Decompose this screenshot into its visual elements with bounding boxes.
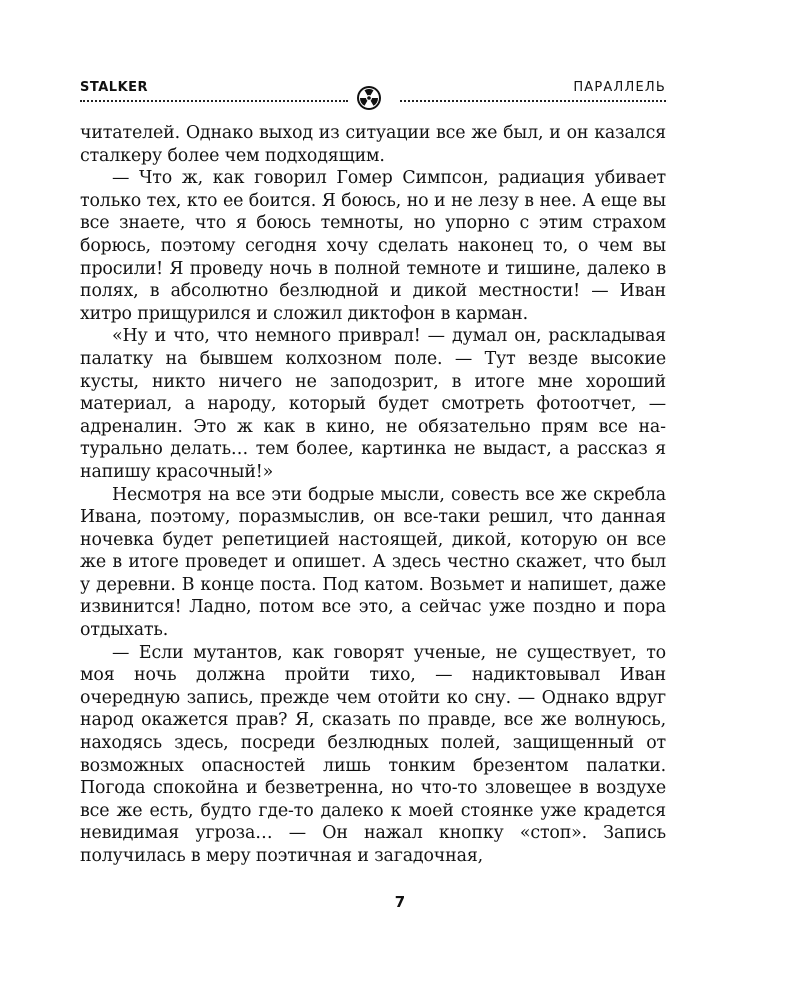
radiation-icon (356, 85, 382, 111)
page-number: 7 (394, 893, 406, 911)
series-title: STALKER (80, 80, 149, 95)
paragraph: читателей. Однако выход из ситуации все же был, и он казался сталкеру более чем подходящим. (80, 123, 666, 166)
paragraph: Несмотря на все эти бодрые мысли, совесть все же скребла Ивана, поэтому, поразмыслив, он все-таки решил, что данная ночевка будет репетицией настоящей, дикой, которую он все же в итоге проведет и опишет. А здесь честно скажет, что был у деревни. В конце поста. Под катом. Возьмет и напишет, даже извинится! Ладно, потом все это, а сейчас уже поздно и пора отдыхать. (80, 484, 666, 641)
book-title: ПАРАЛЛЕЛЬ (573, 80, 666, 95)
paragraph: — Если мутантов, как говорят ученые, не существует, то моя ночь должна пройти тихо, — надиктовывал Иван очередную запись, прежде чем отойти ко сну. — Однако вдруг народ окажется прав? Я, сказать по правде, все же волнуюсь, находясь здесь, посреди безлюдных полей, защищенный от возможных опасностей лишь тонким брезентом палатки. Погода спокойна и безветренна, но что-то зловещее в воздухе все же есть, будто где-то далеко к моей стоянке уже крадется невидимая угроза… — Он нажал кнопку «стоп». Запись получилась в меру поэтичная и загадочная, (80, 642, 666, 866)
header-dotted-rule-right (400, 100, 666, 102)
running-header (80, 80, 666, 108)
paragraph: «Ну и что, что немного приврал! — думал он, раскладывая палатку на бывшем колхозном поле. — Тут везде высокие кусты, никто ничего не заподозрит, в итоге мне хороший материал, а народу, который будет смотреть фотоотчет, — адреналин. Это ж как в кино, не обязательно прям все натурально делать… тем более, картинка не выдаст, а рассказ я напишу красочный!» (80, 326, 666, 482)
paragraph: — Что ж, как говорил Гомер Симпсон, радиация убивает только тех, кто ее боится. Я боюсь, но и не лезу в нее. А еще вы все знаете, что я боюсь темноты, но упорно с этим страхом борюсь, поэтому сегодня хочу сделать наконец то, о чем вы просили! Я проведу ночь в полной темноте и тишине, далеко в полях, в абсолютно безлюдной и дикой местности! — Иван хитро прищурился и сложил диктофон в карман. (80, 168, 666, 324)
body-text (80, 122, 666, 868)
header-dotted-rule-left (80, 100, 348, 102)
